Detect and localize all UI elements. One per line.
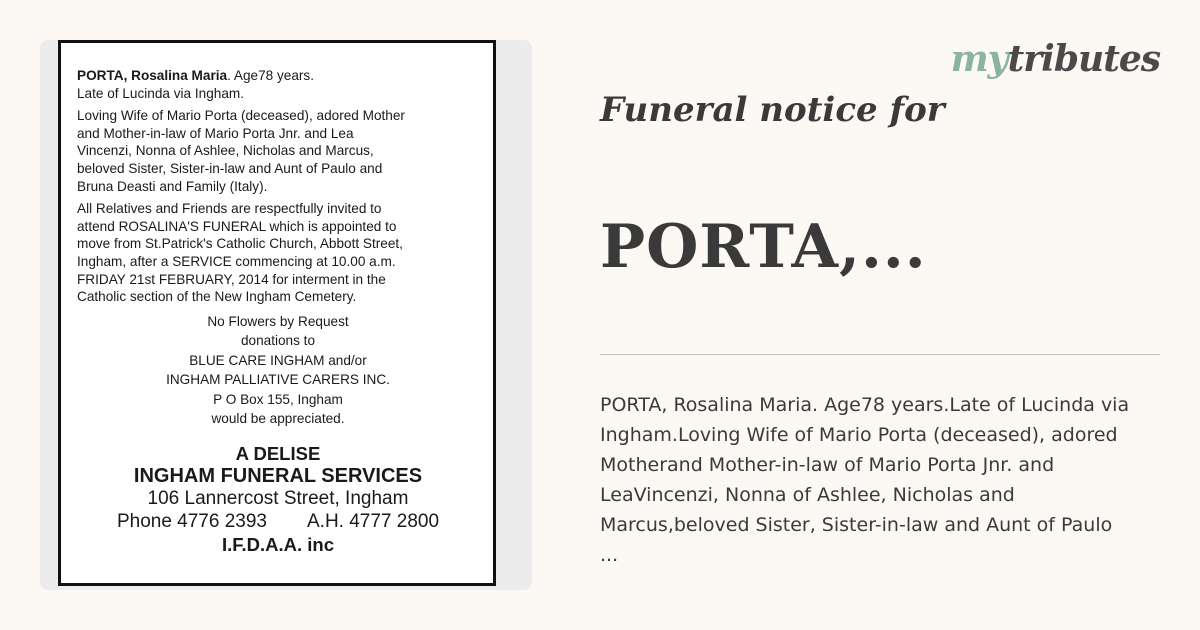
notice-family-line: Vincenzi, Nonna of Ashlee, Nicholas and Marcus, [77, 143, 374, 159]
notice-flowers-line: donations to [240, 333, 316, 349]
logo-tributes: tributes [1007, 38, 1160, 80]
notice-flowers-block [77, 312, 479, 429]
notice-service-line: attend ROSALINA'S FUNERAL which is appointed to [77, 218, 397, 234]
notice-name-line [77, 67, 479, 85]
director-address: 106 Lannercost Street, Ingham [147, 487, 409, 509]
notice-flowers-line: P O Box 155, Ingham [213, 391, 343, 407]
notice-flowers-line: BLUE CARE INGHAM and/or [189, 352, 367, 368]
deceased-age: . Age78 years. [227, 68, 314, 83]
funeral-notice-clipping [58, 40, 496, 586]
notice-family-paragraph [77, 107, 479, 195]
logo-my: my [950, 38, 1008, 80]
page-heading: Funeral notice for [600, 90, 945, 130]
notice-service-line: FRIDAY 21st FEBRUARY, 2014 for interment in the [77, 271, 386, 287]
notice-image-card [40, 40, 532, 590]
funeral-director-block [77, 443, 479, 557]
notice-flowers-line: INGHAM PALLIATIVE CARERS INC. [166, 372, 390, 388]
director-after-hours: A.H. 4777 2800 [307, 510, 440, 532]
notice-service-line: Ingham, after a SERVICE commencing at 10.00 a.m. [77, 253, 396, 269]
director-services: INGHAM FUNERAL SERVICES [133, 464, 423, 487]
deceased-name: PORTA, Rosalina Maria [77, 68, 228, 83]
notice-family-line: Loving Wife of Mario Porta (deceased), adored Mother [77, 108, 405, 124]
notice-excerpt: PORTA, Rosalina Maria. Age78 years.Late of Lucinda via Ingham.Loving Wife of Mario Porta (deceased), adored Motherand Mother-in-law of Mario Porta Jnr. and LeaVincenzi, Nonna of Ashlee, Nicholas and Marcus,beloved Sister, Sister-in-law and Aunt of Paulo ... [600, 394, 1130, 566]
mytributes-logo [951, 38, 1160, 80]
director-association: I.F.D.A.A. inc [221, 533, 335, 555]
notice-service-line: move from St.Patrick's Catholic Church, Abbott Street, [77, 236, 403, 252]
notice-family-line: Bruna Deasti and Family (Italy). [77, 178, 268, 194]
notice-family-line: beloved Sister, Sister-in-law and Aunt of Paulo and [77, 160, 383, 176]
notice-family-line: and Mother-in-law of Mario Porta Jnr. and Lea [77, 125, 354, 141]
notice-flowers-line: No Flowers by Request [207, 313, 349, 329]
director-name: A DELISE [235, 442, 321, 464]
notice-late-of: Late of Lucinda via Ingham. [77, 85, 245, 101]
divider [600, 354, 1160, 355]
notice-service-paragraph [77, 200, 479, 306]
director-phone: Phone 4776 2393 [116, 510, 267, 532]
director-phones [77, 510, 479, 533]
notice-service-line: All Relatives and Friends are respectfully invited to [77, 201, 382, 217]
notice-service-line: Catholic section of the New Ingham Cemetery. [77, 289, 357, 305]
notice-flowers-line: would be appreciated. [211, 411, 345, 427]
deceased-name-title: PORTA,... [600, 212, 927, 282]
